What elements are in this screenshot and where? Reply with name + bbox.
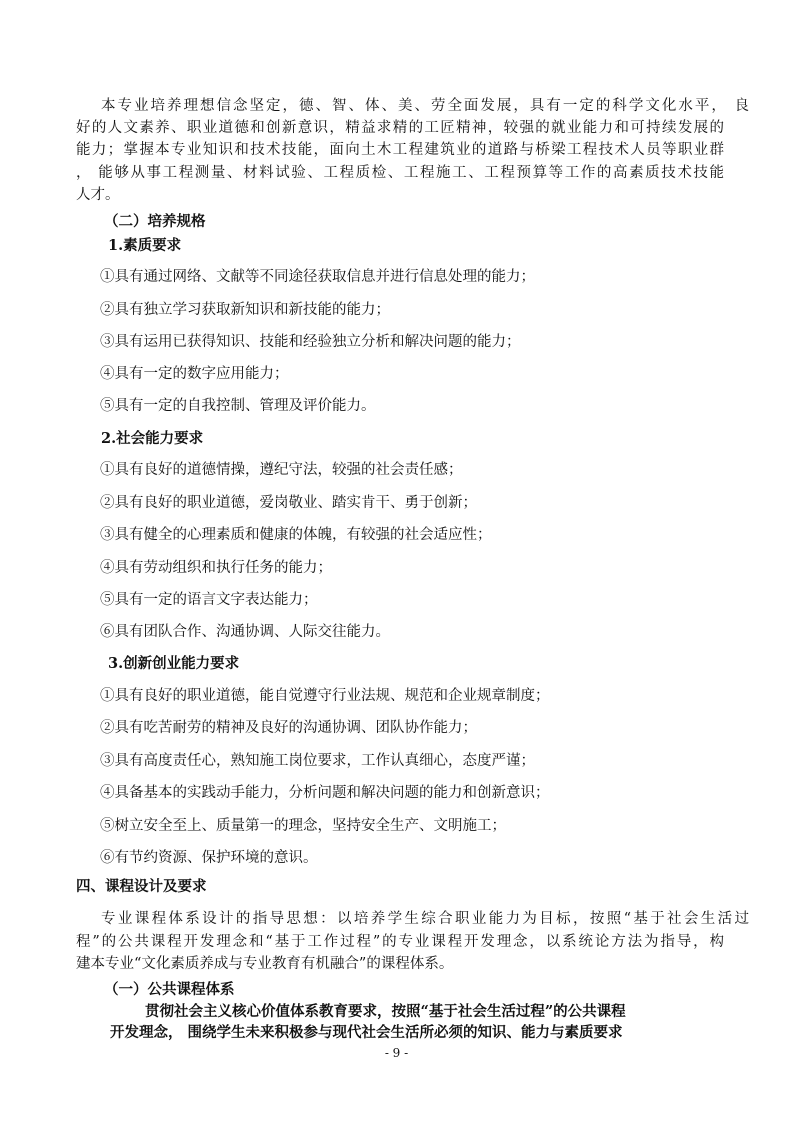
innovation-heading: 3.创新创业能力要求 (108, 655, 240, 672)
innovation-item-6: ⑥有节约资源、保护环境的意识。 (100, 850, 318, 866)
intro-line-2: 好的人文素养、职业道德和创新意识，精益求精的工匠精神，较强的就业能力和可持续发展的 (76, 120, 724, 136)
public-text-line-1: 贯彻社会主义核心价值体系教育要求，按照“基于社会生活过程”的公共课程 (145, 1003, 626, 1020)
intro-line-4: ， 能够从事工程测量、材料试验、工程质检、工程施工、工程预算等工作的高素质技术技能 (76, 165, 724, 181)
innovation-item-4: ④具备基本的实践动手能力，分析问题和解决问题的能力和创新意识； (100, 785, 550, 801)
quality-item-3: ③具有运用已获得知识、技能和经验独立分析和解决问题的能力； (100, 334, 521, 350)
innovation-item-1: ①具有良好的职业道德，能自觉遵守行业法规、规范和企业规章制度； (100, 688, 550, 704)
public-text-line-2: 开发理念， 围绕学生未来积极参与现代社会生活所必须的知识、能力与素质要求 (110, 1024, 623, 1041)
social-heading: 2.社会能力要求 (101, 430, 204, 447)
social-item-2: ②具有良好的职业道德，爱岗敬业、踏实肯干、勇于创新； (100, 495, 477, 511)
public-heading: （一）公共课程体系 (104, 981, 235, 998)
quality-item-5: ⑤具有一定的自我控制、管理及评价能力。 (100, 398, 376, 414)
curriculum-line-3: 建本专业“文化素质养成与专业教育有机融合”的课程体系。 (76, 956, 454, 972)
quality-heading: 1.素质要求 (108, 237, 182, 254)
social-item-5: ⑤具有一定的语言文字表达能力； (100, 592, 318, 608)
quality-item-1: ①具有通过网络、文献等不同途径获取信息并进行信息处理的能力； (100, 269, 535, 285)
innovation-item-3: ③具有高度责任心，熟知施工岗位要求，工作认真细心，态度严谨； (100, 753, 535, 769)
quality-item-2: ②具有独立学习获取新知识和新技能的能力； (100, 302, 390, 318)
innovation-item-5: ⑤树立安全至上、质量第一的理念，坚持安全生产、文明施工； (100, 818, 506, 834)
page-number: - 9 - (384, 1046, 409, 1060)
quality-item-4: ④具有一定的数字应用能力； (100, 366, 289, 382)
curriculum-line-2: 程”的公共课程开发理念和“基于工作过程”的专业课程开发理念，以系统论方法为指导，构 (76, 934, 724, 950)
section4-heading: 四、课程设计及要求 (76, 878, 207, 895)
social-item-6: ⑥具有团队合作、沟通协调、人际交往能力。 (100, 624, 390, 640)
social-item-4: ④具有劳动组织和执行任务的能力； (100, 560, 332, 576)
intro-line-5: 人才。 (76, 187, 120, 203)
innovation-item-2: ②具有吃苦耐劳的精神及良好的沟通协调、团队协作能力； (100, 720, 477, 736)
curriculum-line-1: 专业课程体系设计的指导思想：以培养学生综合职业能力为目标，按照“基于社会生活过 (101, 911, 749, 927)
social-item-1: ①具有良好的道德情操，遵纪守法，较强的社会责任感； (100, 462, 463, 478)
intro-line-3: 能力；掌握本专业知识和技术技能，面向土木工程建筑业的道路与桥梁工程技术人员等职业群 (76, 142, 724, 158)
intro-line-1: 本专业培养理想信念坚定，德、智、体、美、劳全面发展，具有一定的科学文化水平， 良 (101, 98, 749, 114)
social-item-3: ③具有健全的心理素质和健康的体魄，有较强的社会适应性； (100, 527, 492, 543)
spec-heading: （二）培养规格 (104, 213, 206, 230)
